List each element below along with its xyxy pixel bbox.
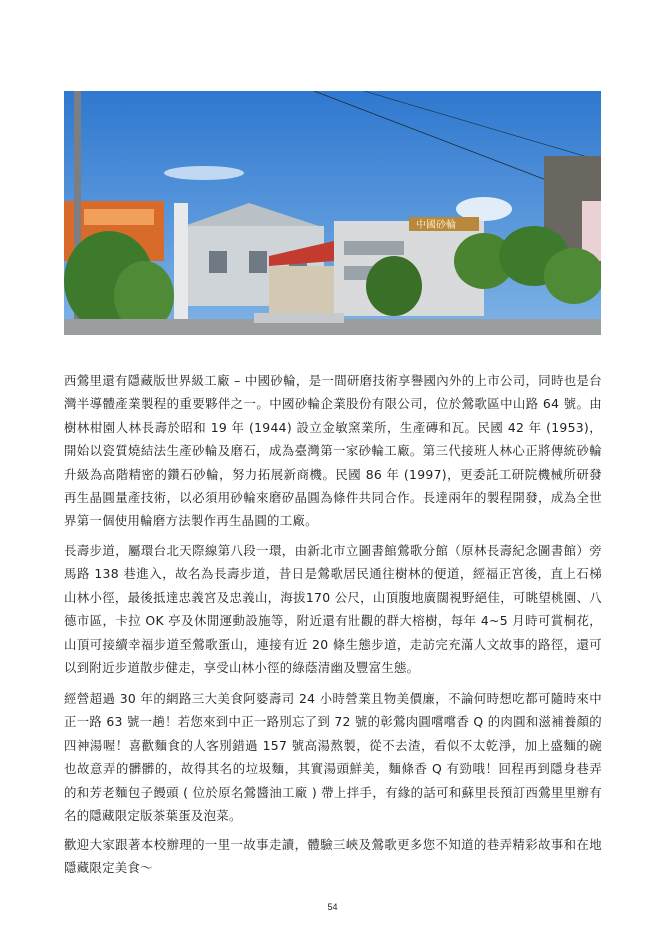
page-number: 54 (327, 902, 338, 912)
paragraph-factory: 西鶯里還有隱藏版世界級工廠 – 中國砂輪，是一間研磨技術享譽國內外的上市公司，同時也是台灣半導體產業製程的重要夥伴之一。中國砂輪企業股份有限公司，位於鶯歌區中山路 64 號。由樹林柑園人林長壽於昭和 19 年 (1944) 設立金敏窯業所，生產磚和瓦。民國 42 年 (1953)，開始以瓷質燒結法生產砂輪及磨石，成為臺灣第一家砂輪工廠。第三代接班人林心正將傳統砂輪升級為高階精密的鑽石砂輪，努力拓展新商機。民國 86 年 (1997)，更委託工研院機械所研發再生晶圓量產技術，以必須用砂輪來磨矽晶圓為條件共同合作。長達兩年的製程開發，成為全世界第一個使用輪磨方法製作再生晶圓的工廠。 (64, 373, 602, 529)
factory-sign-text: 中國砂輪 (416, 220, 456, 231)
factory-street-photo (64, 91, 601, 335)
paragraph-food: 經營超過 30 年的網路三大美食阿婆壽司 24 小時營業且物美價廉，不論何時想吃都可隨時來中正一路 63 號一趟！若您來到中正一路別忘了到 72 號的彰鶯肉圓嚐嚐香 Q 的肉圓和滋補養顏的四神湯喔！喜歡麵食的人客別錯過 157 號高湯熬製，從不去渣，看似不太乾淨，加上盛麵的碗也故意弄的髒髒的，故得其名的垃圾麵，其實湯頭鮮美，麵條香 Q 有勁哦！回程再到隱身巷弄的和芳老麵包子饅頭 ( 位於原名鶯醬油工廠 ) 帶上拌手，有緣的話可和蘇里長預訂西鶯里里辦有名的隱藏限定版茶葉蛋及泡菜。 (64, 691, 602, 824)
paragraph-trail: 長壽步道，屬環台北天際線第八段一環，由新北市立圖書館鶯歌分館（原林長壽紀念圖書館）旁馬路 138 巷進入，故名為長壽步道，昔日是鶯歌居民通往樹林的便道，經福正宮後，直上石梯山林小徑，最後抵達忠義宮及忠義山，海拔170 公尺，山頂腹地廣闊視野絕佳，可眺望桃園、八德市區，卡拉 OK 亭及休閒運動設施等，附近還有壯觀的群大榕樹，每年 4~5 月時可賞桐花，山頂可接續幸福步道至鶯歌蛋山，連接有近 20 條生態步道，走訪完充滿人文故事的路徑，還可以到附近步道散步健走，享受山林小徑的綠蔭清幽及豐富生態。 (64, 543, 602, 676)
paragraph-closing: 歡迎大家跟著本校辦理的一里一故事走讀，體驗三峽及鶯歌更多您不知道的巷弄精彩故事和在地隱藏限定美食～ (64, 837, 602, 876)
